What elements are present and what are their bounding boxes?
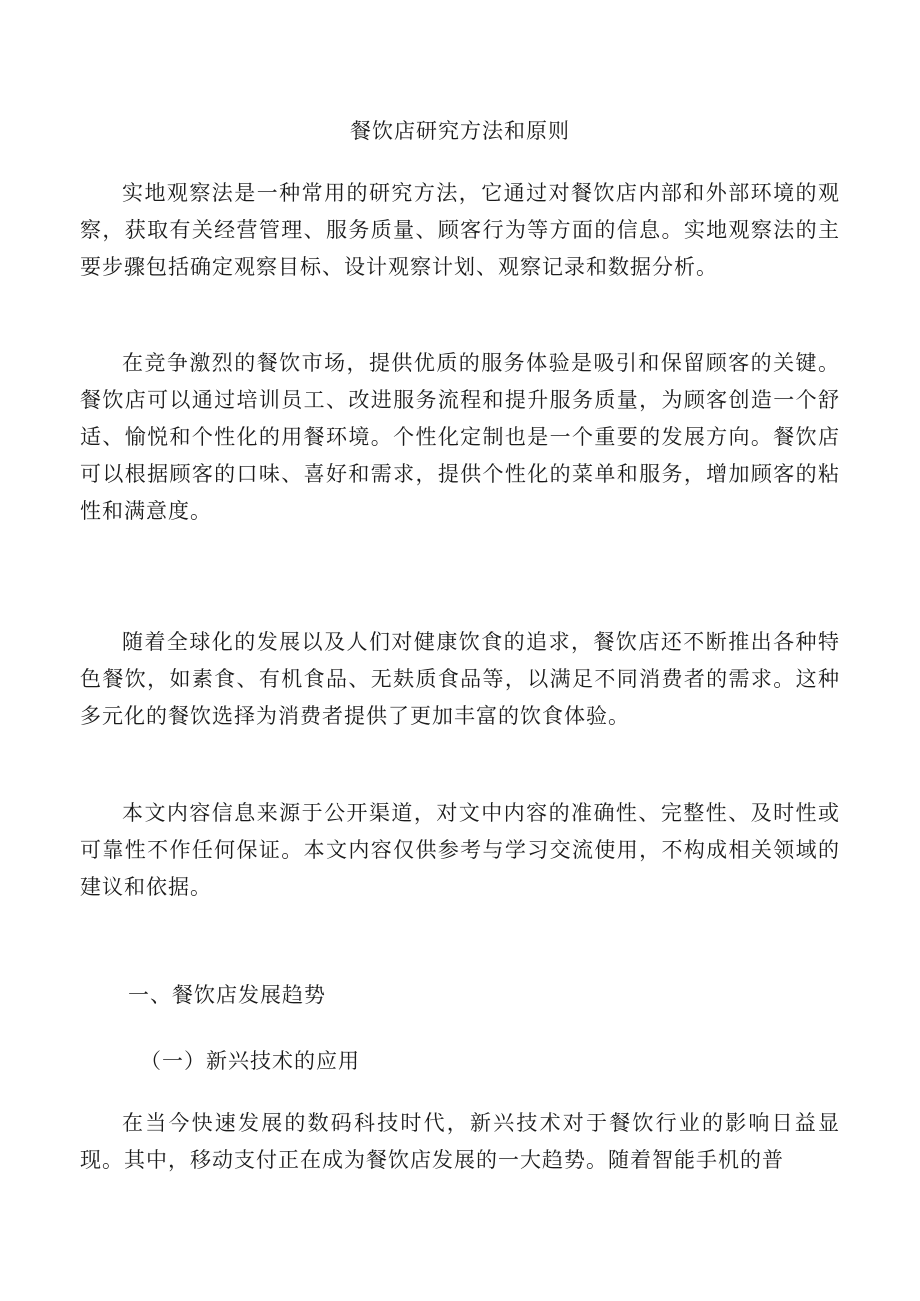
paragraph-diverse-dining: 随着全球化的发展以及人们对健康饮食的追求，餐饮店还不断推出各种特色餐饮，如素食、有机食品、无麸质食品等，以满足不同消费者的需求。这种多元化的餐饮选择为消费者提供了更加丰富的饮食体验。 [80, 630, 840, 728]
section-heading: 一、餐饮店发展趋势 [128, 983, 326, 1007]
document-title: 餐饮店研究方法和原则 [350, 119, 570, 143]
paragraph-emerging-tech: 在当今快速发展的数码科技时代，新兴技术对于餐饮行业的影响日益显现。其中，移动支付正在成为餐饮店发展的一大趋势。随着智能手机的普 [80, 1111, 840, 1172]
paragraph-observation-method: 实地观察法是一种常用的研究方法，它通过对餐饮店内部和外部环境的观察，获取有关经营管理、服务质量、顾客行为等方面的信息。实地观察法的主要步骤包括确定观察目标、设计观察计划、观察记录和数据分析。 [80, 181, 840, 279]
paragraph-service-experience: 在竞争激烈的餐饮市场，提供优质的服务体验是吸引和保留顾客的关键。餐饮店可以通过培训员工、改进服务流程和提升服务质量，为顾客创造一个舒适、愉悦和个性化的用餐环境。个性化定制也是一个重要的发展方向。餐饮店可以根据顾客的口味、喜好和需求，提供个性化的菜单和服务，增加顾客的粘性和满意度。 [80, 351, 840, 523]
subsection-heading: （一）新兴技术的应用 [140, 1049, 360, 1073]
paragraph-disclaimer: 本文内容信息来源于公开渠道，对文中内容的准确性、完整性、及时性或可靠性不作任何保证。本文内容仅供参考与学习交流使用，不构成相关领域的建议和依据。 [80, 801, 840, 899]
